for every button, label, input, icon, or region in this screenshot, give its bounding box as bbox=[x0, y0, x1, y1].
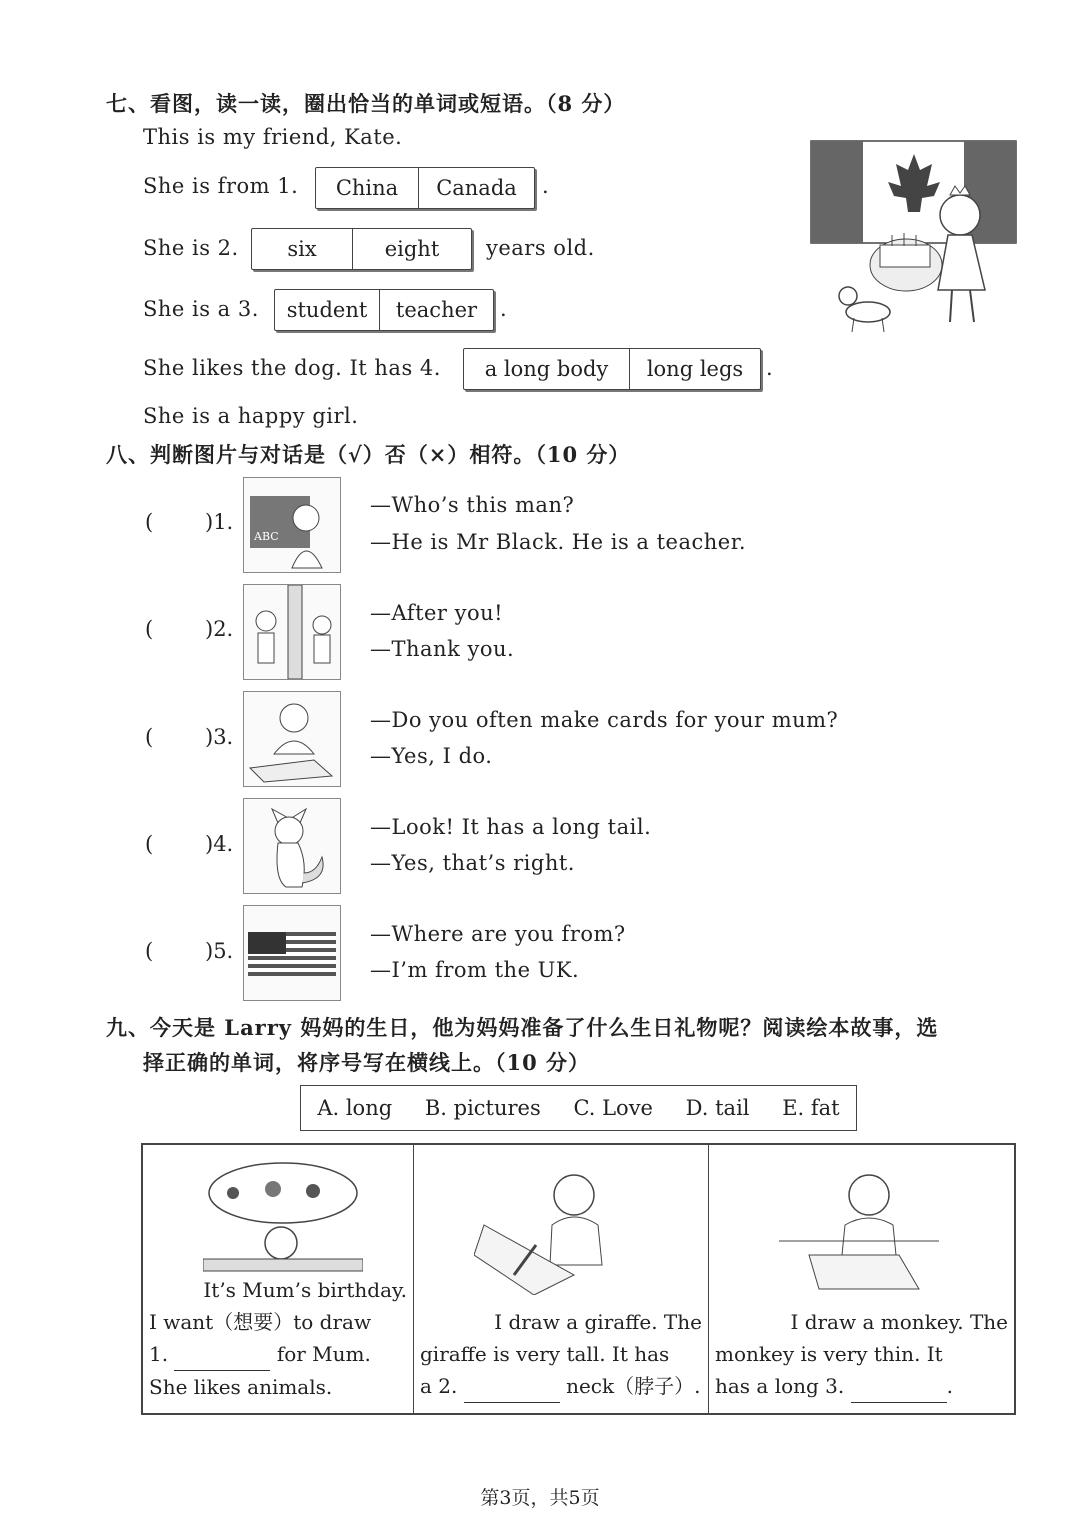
item3-line2: —Yes, I do. bbox=[370, 744, 493, 768]
kate-canada-illustration bbox=[810, 140, 1020, 335]
answer-blank-1[interactable] bbox=[174, 1338, 270, 1371]
panel2-line1: I draw a giraffe. The bbox=[494, 1310, 702, 1334]
item4-fox-picture bbox=[243, 798, 341, 894]
wordbank-option-a: A. long bbox=[317, 1096, 393, 1120]
item1-line1: —Who’s this man? bbox=[370, 493, 575, 517]
section8-title: 八、判断图片与对话是（√）否（×）相符。（10 分） bbox=[106, 442, 631, 467]
story-panel-2 bbox=[413, 1145, 708, 1413]
wordbank-option-b: B. pictures bbox=[424, 1096, 541, 1120]
word-bank bbox=[300, 1085, 857, 1131]
item1-number: )1. bbox=[205, 510, 234, 534]
panel1-line4: She likes animals. bbox=[149, 1375, 333, 1399]
item1-line2: —He is Mr Black. He is a teacher. bbox=[370, 530, 747, 554]
section7-closing: She is a happy girl. bbox=[143, 404, 359, 428]
item4-line2: —Yes, that’s right. bbox=[370, 851, 575, 875]
wordbank-option-d: D. tail bbox=[685, 1096, 750, 1120]
story-panel-1 bbox=[143, 1145, 413, 1413]
item2-answer-paren[interactable]: ( bbox=[145, 617, 154, 641]
item5-us-flag-picture bbox=[243, 905, 341, 1001]
item2-line2: —Thank you. bbox=[370, 637, 515, 661]
section9-title-line1: 九、今天是 Larry 妈妈的生日，他为妈妈准备了什么生日礼物呢？阅读绘本故事，选 bbox=[106, 1015, 939, 1040]
panel2-blank-num: a 2. bbox=[420, 1374, 458, 1398]
panel3-text bbox=[715, 1306, 1008, 1403]
q2-option-six[interactable]: six bbox=[287, 237, 317, 261]
panel3-drawing-monkey-illustration bbox=[779, 1165, 949, 1295]
q2-option-eight[interactable]: eight bbox=[352, 229, 471, 269]
panel3-blank-num: has a long 3. bbox=[715, 1374, 845, 1398]
q4-suffix: . bbox=[766, 356, 774, 380]
panel1-line2: I want（想要）to draw bbox=[149, 1310, 372, 1334]
item2-line1: —After you! bbox=[370, 601, 504, 625]
item5-line2: —I’m from the UK. bbox=[370, 958, 580, 982]
section9-title-line2: 择正确的单词，将序号写在横线上。（10 分） bbox=[143, 1050, 591, 1075]
panel3-period: . bbox=[946, 1374, 953, 1398]
q3-options bbox=[274, 289, 494, 331]
item4-answer-paren[interactable]: ( bbox=[145, 832, 154, 856]
item1-answer-paren[interactable]: ( bbox=[145, 510, 154, 534]
panel3-line1: I draw a monkey. The bbox=[790, 1310, 1008, 1334]
panel1-line1: It’s Mum’s birthday. bbox=[203, 1278, 407, 1302]
item2-door-picture bbox=[243, 584, 341, 680]
item5-number: )5. bbox=[205, 939, 234, 963]
q4-option-long-legs[interactable]: long legs bbox=[629, 349, 760, 389]
item2-number: )2. bbox=[205, 617, 234, 641]
q1-option-canada[interactable]: Canada bbox=[418, 168, 534, 208]
panel1-blank-num: 1. bbox=[149, 1342, 169, 1366]
panel2-line2: giraffe is very tall. It has bbox=[420, 1342, 670, 1366]
panel1-text bbox=[149, 1274, 407, 1403]
answer-blank-2[interactable] bbox=[464, 1370, 560, 1403]
item3-number: )3. bbox=[205, 725, 234, 749]
item3-card-making-picture bbox=[243, 691, 341, 787]
wordbank-option-e: E. fat bbox=[782, 1096, 840, 1120]
story-panel-3 bbox=[708, 1145, 1014, 1413]
item4-number: )4. bbox=[205, 832, 234, 856]
section7-title: 七、看图，读一读，圈出恰当的单词或短语。（8 分） bbox=[106, 91, 626, 116]
panel2-drawing-giraffe-illustration bbox=[474, 1165, 644, 1295]
q2-prefix: She is 2. bbox=[143, 236, 239, 260]
item3-answer-paren[interactable]: ( bbox=[145, 725, 154, 749]
section7-intro: This is my friend, Kate. bbox=[143, 125, 403, 149]
q1-option-china[interactable]: China bbox=[335, 176, 399, 200]
q1-options bbox=[315, 167, 535, 209]
panel1-dream-illustration bbox=[203, 1155, 363, 1275]
item5-line1: —Where are you from? bbox=[370, 922, 626, 946]
item1-teacher-picture bbox=[243, 477, 341, 573]
item1-pic-label: ABC bbox=[254, 530, 279, 543]
answer-blank-3[interactable] bbox=[851, 1370, 947, 1403]
item4-line1: —Look! It has a long tail. bbox=[370, 815, 652, 839]
item3-line1: —Do you often make cards for your mum? bbox=[370, 708, 839, 732]
story-panels bbox=[141, 1143, 1016, 1415]
q3-option-student[interactable]: student bbox=[286, 298, 368, 322]
q4-prefix: She likes the dog. It has 4. bbox=[143, 356, 441, 380]
q4-options bbox=[463, 348, 761, 390]
q3-prefix: She is a 3. bbox=[143, 297, 259, 321]
q3-option-teacher[interactable]: teacher bbox=[379, 290, 493, 330]
panel2-text bbox=[420, 1306, 702, 1403]
q3-suffix: . bbox=[500, 297, 508, 321]
q4-option-long-body[interactable]: a long body bbox=[484, 357, 609, 381]
page-footer: 第3页，共5页 bbox=[480, 1487, 600, 1509]
panel1-for-mum: for Mum. bbox=[276, 1342, 371, 1366]
q1-suffix: . bbox=[542, 174, 550, 198]
q1-prefix: She is from 1. bbox=[143, 174, 299, 198]
q2-suffix: years old. bbox=[486, 236, 595, 260]
q2-options bbox=[251, 228, 472, 270]
item5-answer-paren[interactable]: ( bbox=[145, 939, 154, 963]
panel3-line2: monkey is very thin. It bbox=[715, 1342, 943, 1366]
panel2-neck: neck（脖子）. bbox=[566, 1374, 701, 1398]
wordbank-option-c: C. Love bbox=[573, 1096, 653, 1120]
